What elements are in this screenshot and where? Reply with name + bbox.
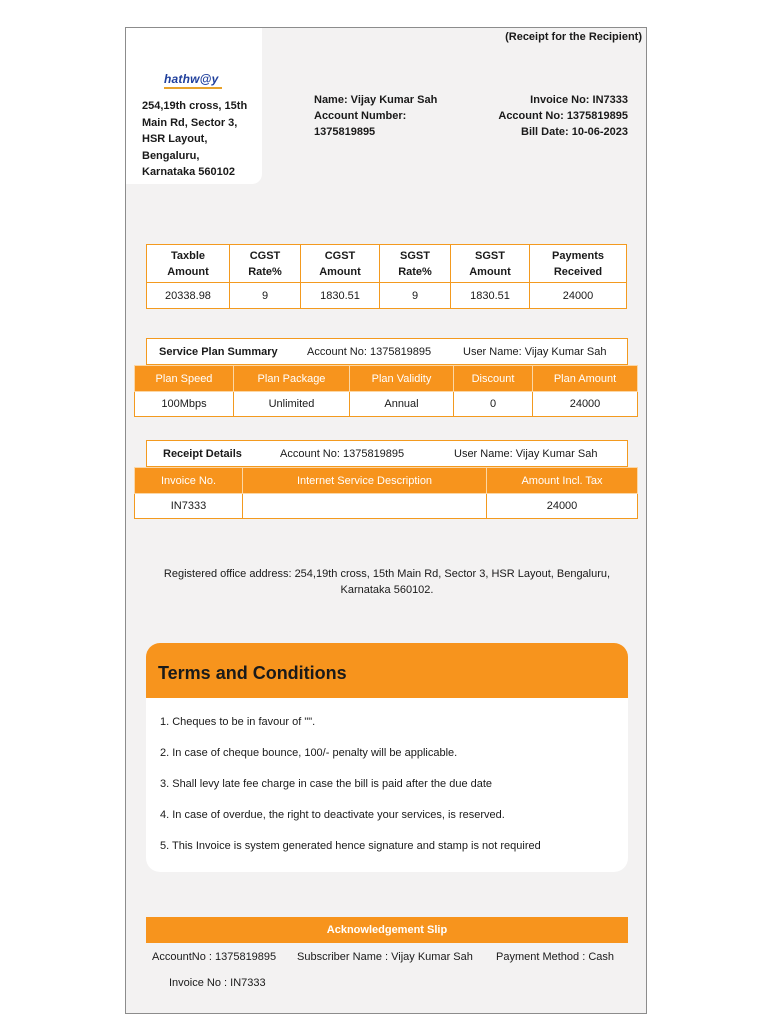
ack-subscriber-name: Subscriber Name : Vijay Kumar Sah [297,951,473,963]
tax-cell-cgst-rate: 9 [230,283,301,309]
invoice-number: Invoice No: IN7333 [530,94,628,106]
tax-cell-sgst-amount: 1830.51 [451,283,530,309]
address-line: Main Rd, Sector 3, [142,116,238,129]
receipt-header-description: Internet Service Description [243,468,487,494]
table-row [147,283,627,309]
service-plan-table [134,365,638,417]
invoice-account-number: Account No: 1375819895 [498,110,628,122]
logo-underline [164,87,222,89]
receipt-header-amount: Amount Incl. Tax [487,468,638,494]
plan-header-discount: Discount [454,366,533,392]
customer-info [314,92,437,140]
service-plan-user: User Name: Vijay Kumar Sah [463,345,607,358]
plan-table-header-row [135,366,638,392]
tax-table [146,244,627,309]
terms-card [146,643,628,872]
service-plan-title: Service Plan Summary [159,345,278,358]
plan-cell-discount: 0 [454,392,533,417]
plan-header-package: Plan Package [234,366,350,392]
company-logo: hathw@y [164,72,219,86]
bill-date: Bill Date: 10-06-2023 [521,126,628,138]
terms-item: 1. Cheques to be in favour of "". [160,716,316,728]
terms-item: 4. In case of overdue, the right to deactivate your services, is reserved. [160,809,505,821]
receipt-details-bar [146,440,628,467]
receipt-cell-description [243,494,487,519]
account-number-value: 1375819895 [314,126,376,138]
address-line: Karnataka 560102 [142,166,235,178]
service-plan-account: Account No: 1375819895 [307,345,432,358]
terms-title: Terms and Conditions [158,663,347,683]
receipt-details-user: User Name: Vijay Kumar Sah [454,447,598,460]
tax-header-sgst-amount: SGST Amount [451,245,530,283]
tax-header-cgst-rate: CGST Rate% [230,245,301,283]
receipt-page [125,27,647,1014]
tax-cell-taxable-amount: 20338.98 [147,283,230,309]
receipt-cell-amount: 24000 [487,494,638,519]
receipt-details-table [134,467,638,519]
terms-item: 2. In case of cheque bounce, 100/- penalty will be applicable. [160,747,458,759]
tax-cell-sgst-rate: 9 [380,283,451,309]
company-address [142,98,260,181]
table-row [135,494,638,519]
invoice-info [498,92,628,140]
plan-cell-package: Unlimited [234,392,350,417]
terms-item: 5. This Invoice is system generated hence signature and stamp is not required [160,840,541,852]
service-plan-summary-bar [146,338,628,365]
table-row [135,392,638,417]
plan-header-validity: Plan Validity [350,366,454,392]
account-number-label: Account Number: [314,110,407,122]
receipt-details-account: Account No: 1375819895 [280,447,405,460]
address-line: HSR Layout, [142,133,208,145]
receipt-header-invoice-no: Invoice No. [135,468,243,494]
plan-header-amount: Plan Amount [533,366,638,392]
tax-header-payments-received: Payments Received [530,245,627,283]
plan-cell-speed: 100Mbps [135,392,234,417]
registered-office-address: Registered office address: 254,19th cross, 15th Main Rd, Sector 3, HSR Layout, Bengaluru, Karnataka 560102. [163,568,611,596]
tax-cell-payments-received: 24000 [530,283,627,309]
plan-cell-validity: Annual [350,392,454,417]
address-line: 254,19th cross, 15th [142,100,248,112]
ack-payment-method: Payment Method : Cash [496,951,615,963]
receipt-tag: (Receipt for the Recipient) [505,31,642,43]
tax-cell-cgst-amount: 1830.51 [301,283,380,309]
receipt-details-title: Receipt Details [163,447,242,460]
company-address-card [126,28,262,184]
address-line: Bengaluru, [142,149,200,162]
tax-header-sgst-rate: SGST Rate% [380,245,451,283]
tax-header-cgst-amount: CGST Amount [301,245,380,283]
plan-header-speed: Plan Speed [135,366,234,392]
terms-item: 3. Shall levy late fee charge in case the bill is paid after the due date [160,778,493,790]
acknowledgement-slip-bar: Acknowledgement Slip [146,917,628,943]
tax-table-header-row [147,245,627,283]
customer-name: Name: Vijay Kumar Sah [314,94,438,106]
receipt-cell-invoice-no: IN7333 [135,494,243,519]
ack-account-number: AccountNo : 1375819895 [152,951,277,963]
terms-header [146,643,628,698]
receipt-table-header-row [135,468,638,494]
ack-invoice-number: Invoice No : IN7333 [169,977,266,989]
plan-cell-amount: 24000 [533,392,638,417]
tax-header-taxable-amount: Taxble Amount [147,245,230,283]
